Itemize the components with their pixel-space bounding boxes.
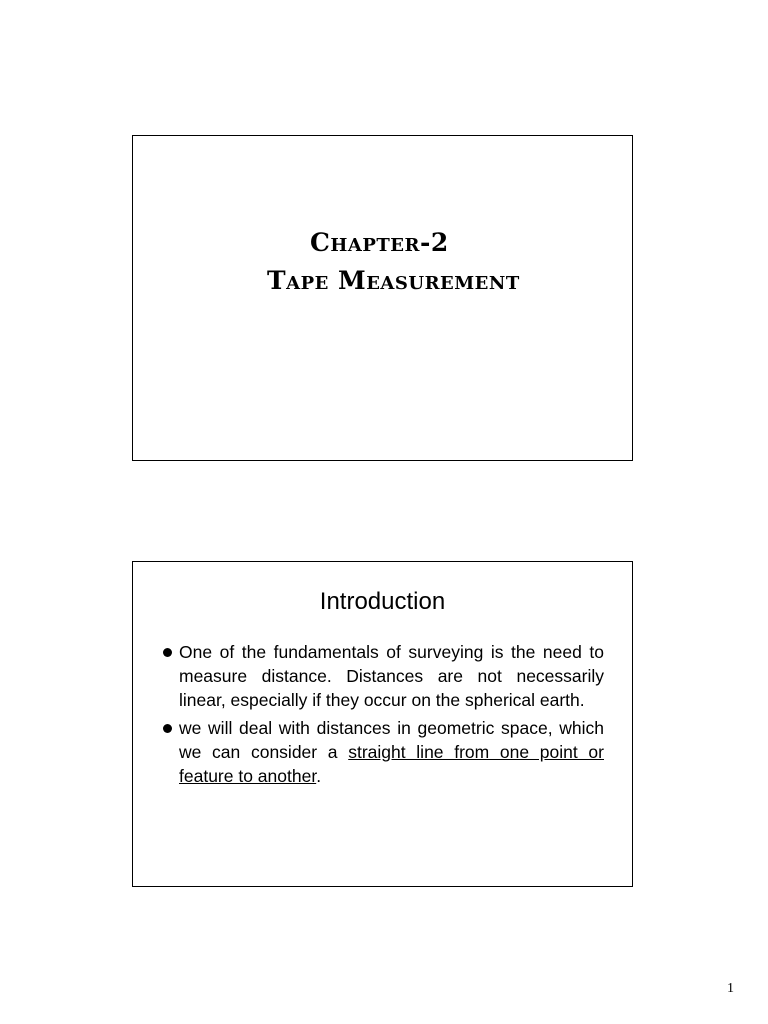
underlined-phrase: straight line from one point or feature to another [179, 742, 604, 786]
bullet-dot-icon [163, 648, 172, 657]
chapter-number: Chapter-2 [310, 228, 449, 257]
bullet-item [163, 640, 604, 712]
bullet-text: we will deal with distances in geometric space, which we can consider a [179, 718, 604, 762]
introduction-slide [132, 561, 633, 887]
bullet-text: One of the fundamentals of surveying is the need to measure distance. Distances are not necessarily linear, especially if they occur on the spherical earth. [179, 642, 604, 710]
page-number: 1 [727, 981, 734, 996]
bullet-list [163, 640, 604, 792]
bullet-text-end: . [316, 766, 322, 786]
title-slide [132, 135, 633, 461]
bullet-item [163, 716, 604, 788]
slide-heading: Introduction [319, 588, 446, 615]
bullet-dot-icon [163, 724, 172, 733]
chapter-title: Tape Measurement [267, 266, 520, 295]
